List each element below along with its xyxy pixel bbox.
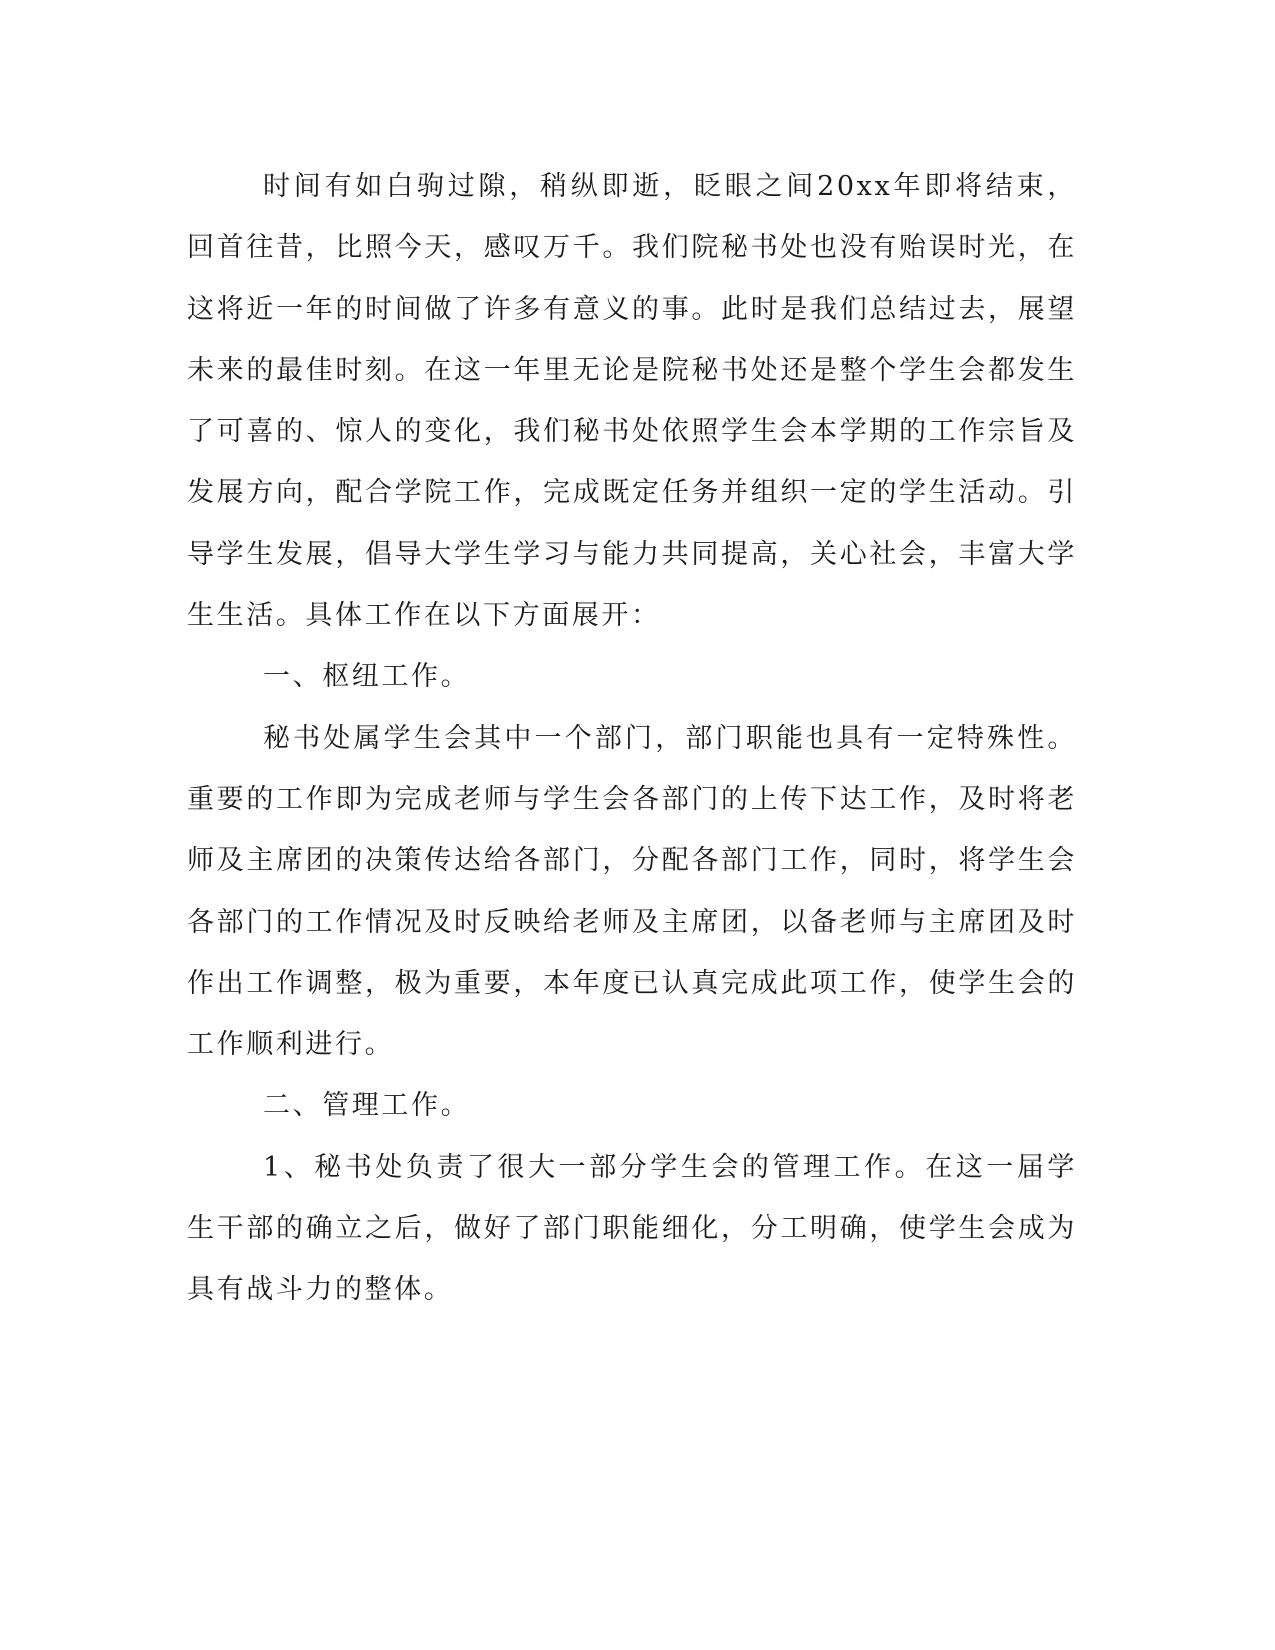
section-heading-hub-work: 一、枢纽工作。 — [263, 661, 471, 693]
section-heading-management-work: 二、管理工作。 — [263, 1090, 471, 1122]
management-work-paragraph: 1、秘书处负责了很大一部分学生会的管理工作。在这一届学生干部的确立之后，做好了部门职能细化，分工明确，使学生会成为具有战斗力的整体。 — [187, 1151, 1077, 1306]
intro-paragraph: 时间有如白驹过隙，稍纵即逝，眨眼之间20xx年即将结束，回首往昔，比照今天，感叹万千。我们院秘书处也没有贻误时光，在这将近一年的时间做了许多有意义的事。此时是我们总结过去，展望未来的最佳时刻。在这一年里无论是院秘书处还是整个学生会都发生了可喜的、惊人的变化，我们秘书处依照学生会本学期的工作宗旨及发展方向，配合学院工作，完成既定任务并组织一定的学生活动。引导学生发展，倡导大学生学习与能力共同提高，关心社会，丰富大学生生活。具体工作在以下方面展开： — [187, 171, 1077, 632]
hub-work-paragraph: 秘书处属学生会其中一个部门，部门职能也具有一定特殊性。重要的工作即为完成老师与学生会各部门的上传下达工作，及时将老师及主席团的决策传达给各部门，分配各部门工作，同时，将学生会各部门的工作情况及时反映给老师及主席团，以备老师与主席团及时作出工作调整，极为重要，本年度已认真完成此项工作，使学生会的工作顺利进行。 — [187, 722, 1077, 1061]
document-body — [187, 156, 1077, 1321]
